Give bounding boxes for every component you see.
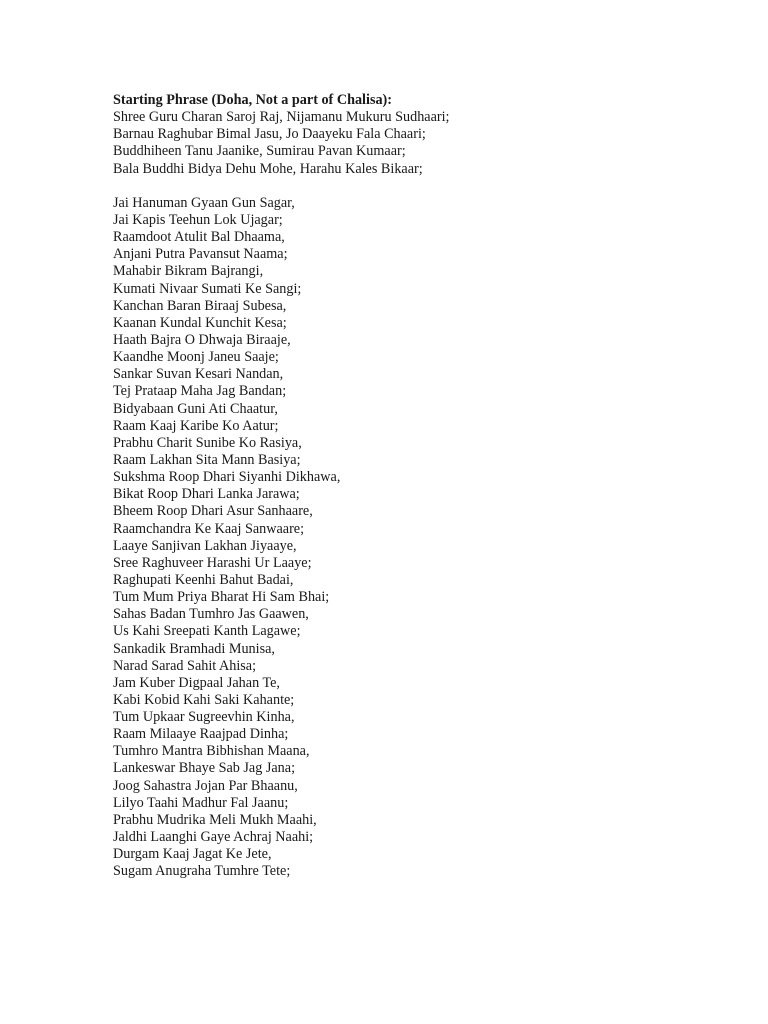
chalisa-line: Us Kahi Sreepati Kanth Lagawe;: [113, 623, 301, 640]
doha-line: Buddhiheen Tanu Jaanike, Sumirau Pavan Kumaar;: [113, 143, 406, 160]
chalisa-line: Anjani Putra Pavansut Naama;: [113, 246, 288, 263]
chalisa-line: Sree Raghuveer Harashi Ur Laaye;: [113, 554, 312, 571]
doha-line: Shree Guru Charan Saroj Raj, Nijamanu Mukuru Sudhaari;: [113, 109, 450, 126]
chalisa-line: Kaandhe Moonj Janeu Saaje;: [113, 349, 279, 366]
chalisa-line: Sankar Suvan Kesari Nandan,: [113, 366, 284, 383]
chalisa-line: Tum Upkaar Sugreevhin Kinha,: [113, 709, 295, 726]
chalisa-line: Prabhu Charit Sunibe Ko Rasiya,: [113, 434, 302, 451]
chalisa-line: Kanchan Baran Biraaj Subesa,: [113, 297, 287, 314]
chalisa-line: Kaanan Kundal Kunchit Kesa;: [113, 314, 287, 331]
chalisa-line: Tumhro Mantra Bibhishan Maana,: [113, 743, 310, 760]
stanza-gap: [113, 178, 713, 195]
doha-heading: Starting Phrase (Doha, Not a part of Chalisa):: [113, 92, 393, 108]
chalisa-line: Raam Lakhan Sita Mann Basiya;: [113, 451, 301, 468]
chalisa-line: Jai Hanuman Gyaan Gun Sagar,: [113, 194, 295, 211]
chalisa-line: Raam Kaaj Karibe Ko Aatur;: [113, 417, 279, 434]
chalisa-line: Narad Sarad Sahit Ahisa;: [113, 657, 257, 674]
chalisa-line: Lilyo Taahi Madhur Fal Jaanu;: [113, 794, 289, 811]
doha-line: Barnau Raghubar Bimal Jasu, Jo Daayeku Fala Chaari;: [113, 126, 426, 143]
doha-line: Bala Buddhi Bidya Dehu Mohe, Harahu Kales Bikaar;: [113, 160, 423, 177]
chalisa-line: Sankadik Bramhadi Munisa,: [113, 640, 275, 657]
chalisa-line: Prabhu Mudrika Meli Mukh Maahi,: [113, 811, 317, 828]
chalisa-line: Laaye Sanjivan Lakhan Jiyaaye,: [113, 537, 297, 554]
chalisa-line: Lankeswar Bhaye Sab Jag Jana;: [113, 760, 296, 777]
chalisa-line: Tum Mum Priya Bharat Hi Sam Bhai;: [113, 589, 330, 606]
chalisa-line: Kabi Kobid Kahi Saki Kahante;: [113, 691, 295, 708]
document-body: [113, 92, 713, 880]
chalisa-line: Bidyabaan Guni Ati Chaatur,: [113, 400, 278, 417]
chalisa-line: Bheem Roop Dhari Asur Sanhaare,: [113, 503, 313, 520]
chalisa-line: Durgam Kaaj Jagat Ke Jete,: [113, 846, 272, 863]
chalisa-line: Sahas Badan Tumhro Jas Gaawen,: [113, 606, 309, 623]
chalisa-line: Jai Kapis Teehun Lok Ujagar;: [113, 211, 283, 228]
chalisa-line: Raamdoot Atulit Bal Dhaama,: [113, 229, 285, 246]
chalisa-line: Kumati Nivaar Sumati Ke Sangi;: [113, 280, 302, 297]
chalisa-line: Sukshma Roop Dhari Siyanhi Dikhawa,: [113, 469, 341, 486]
chalisa-line: Raamchandra Ke Kaaj Sanwaare;: [113, 520, 305, 537]
chalisa-line: Jam Kuber Digpaal Jahan Te,: [113, 674, 280, 691]
chalisa-line: Haath Bajra O Dhwaja Biraaje,: [113, 331, 291, 348]
chalisa-line: Raghupati Keenhi Bahut Badai,: [113, 571, 294, 588]
doha-block: [113, 109, 713, 178]
chalisa-line: Mahabir Bikram Bajrangi,: [113, 263, 264, 280]
chalisa-line: Tej Prataap Maha Jag Bandan;: [113, 383, 287, 400]
chalisa-line: Jaldhi Laanghi Gaye Achraj Naahi;: [113, 829, 314, 846]
chalisa-line: Sugam Anugraha Tumhre Tete;: [113, 863, 291, 880]
chalisa-line: Bikat Roop Dhari Lanka Jarawa;: [113, 486, 300, 503]
chalisa-line: Joog Sahastra Jojan Par Bhaanu,: [113, 777, 298, 794]
chalisa-block: [113, 195, 713, 881]
chalisa-line: Raam Milaaye Raajpad Dinha;: [113, 726, 289, 743]
